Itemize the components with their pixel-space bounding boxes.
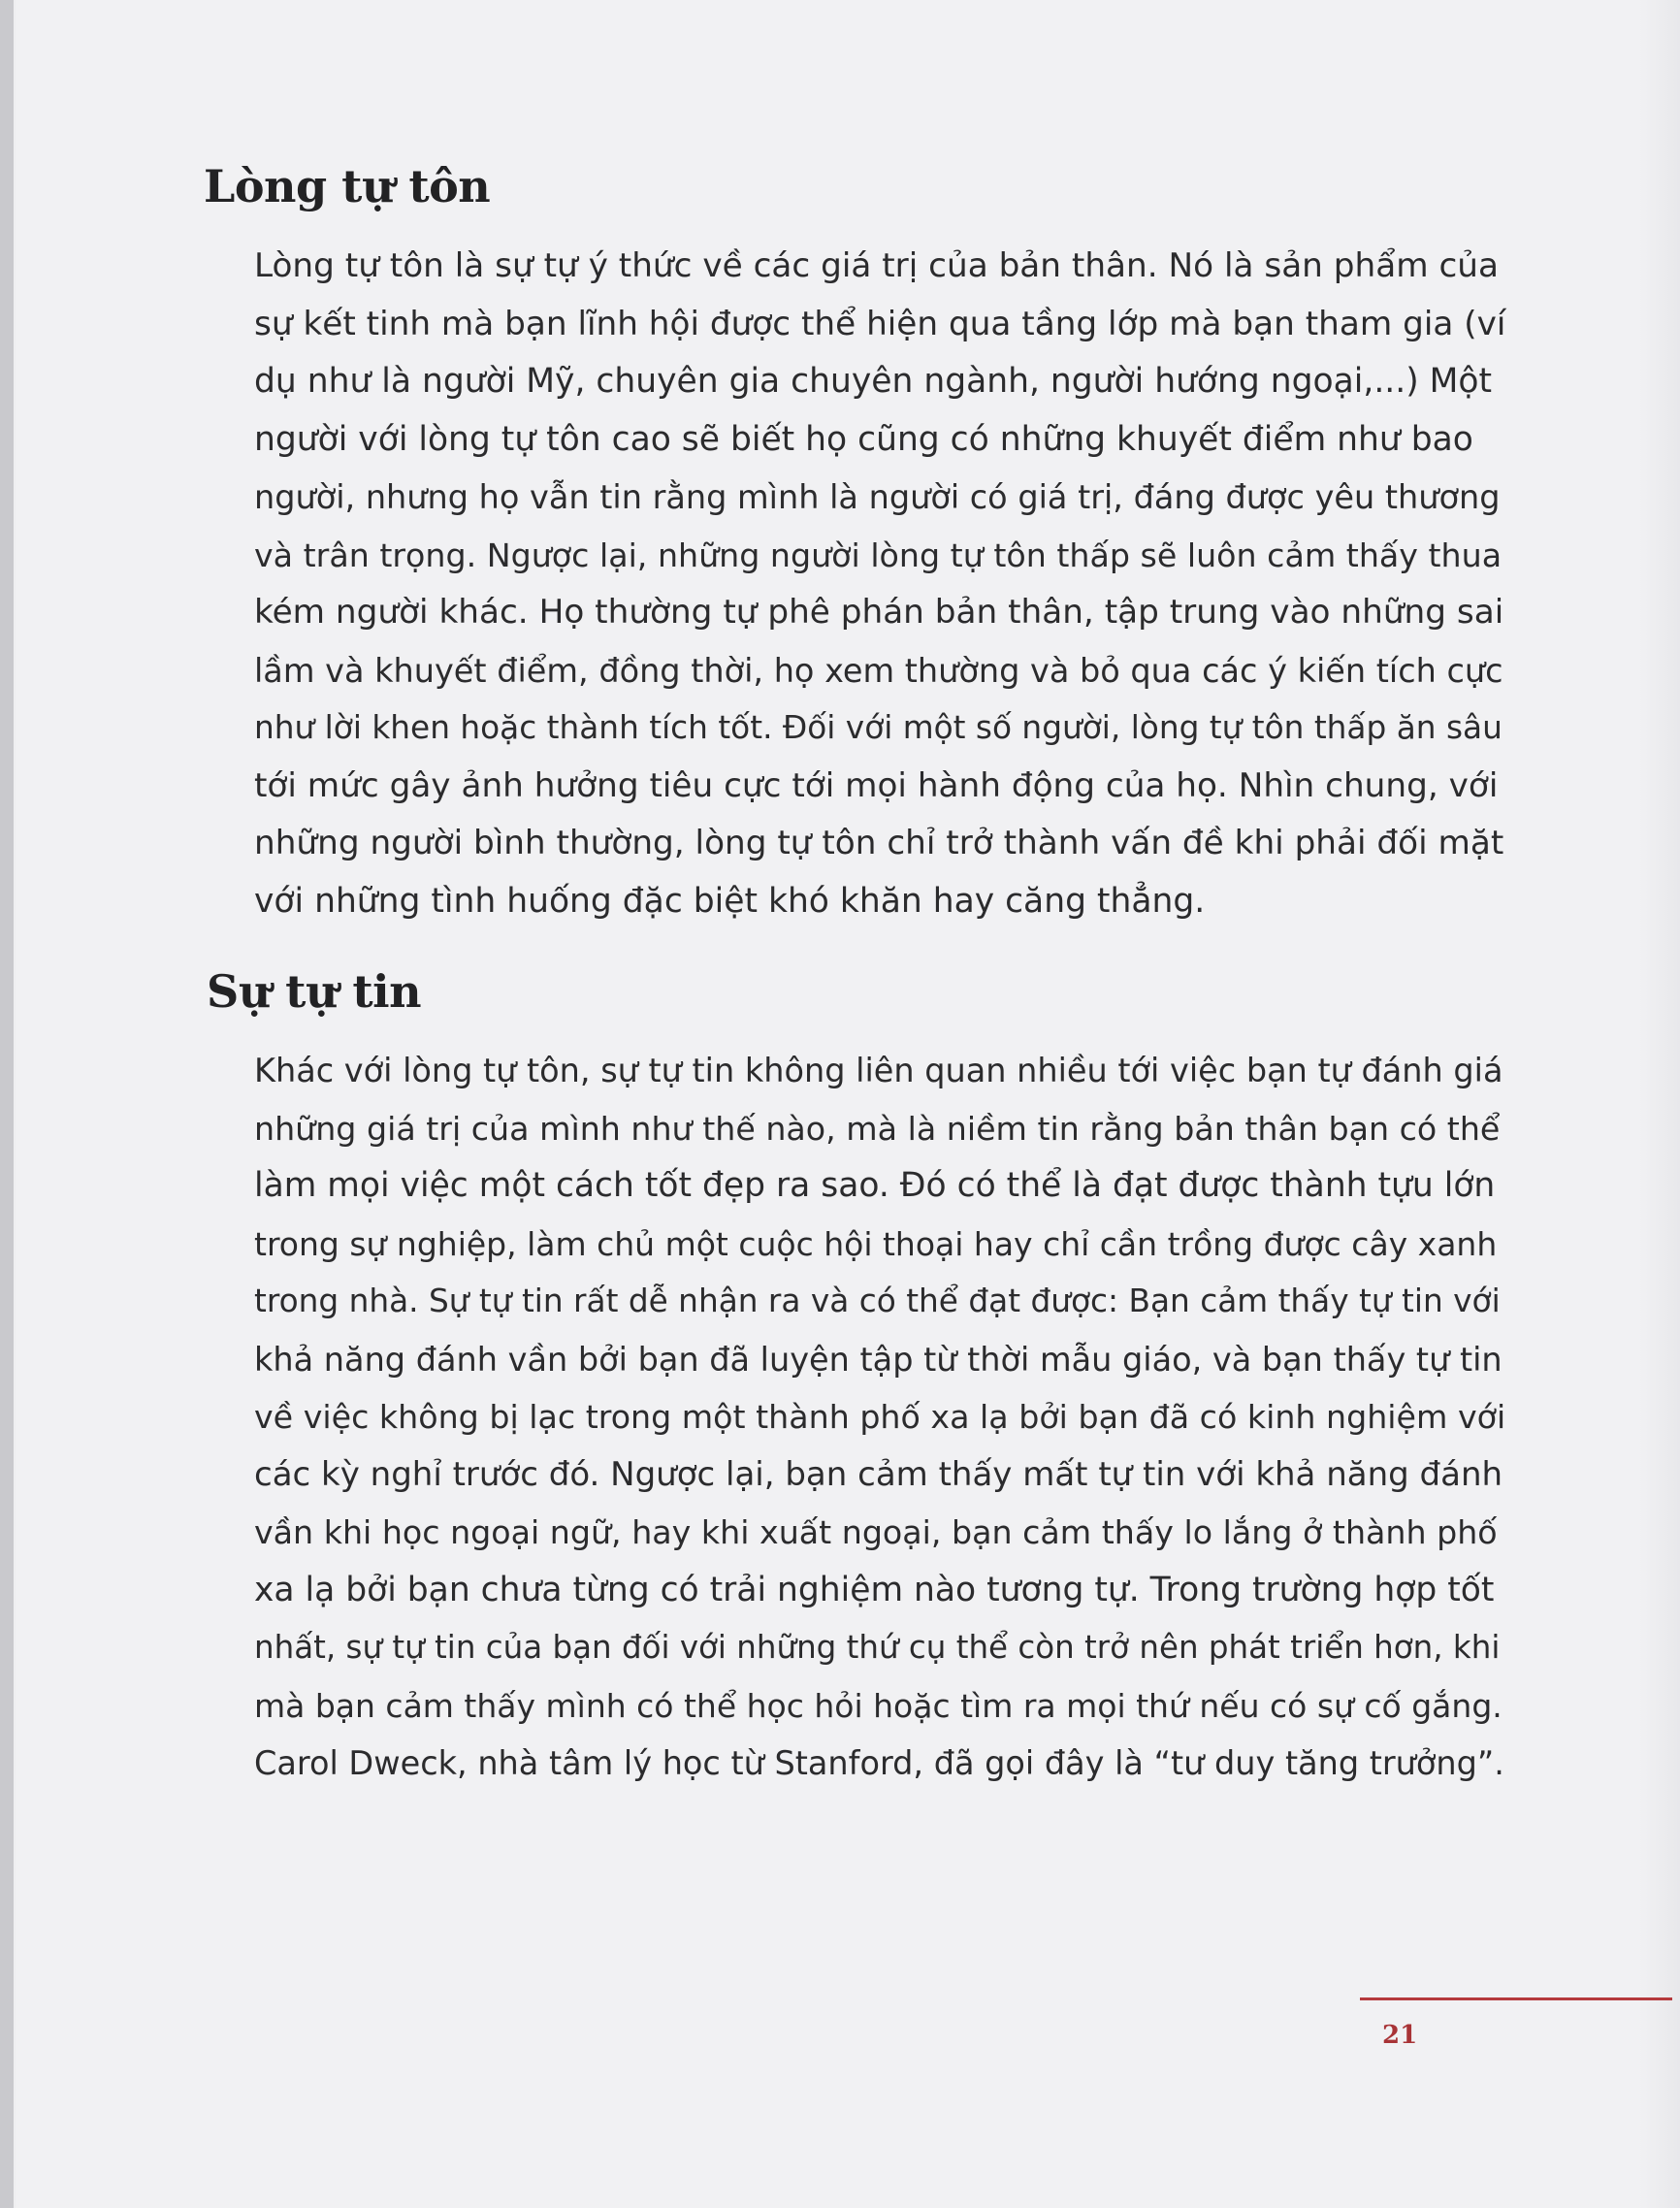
section-heading-long-tu-ton: Lòng tự tôn: [204, 160, 491, 212]
footer-rule: [1360, 1997, 1672, 2000]
paragraph-line: kém người khác. Họ thường tự phê phán bản thân, tập trung vào những sai: [254, 593, 1504, 632]
paragraph-line: mà bạn cảm thấy mình có thể học hỏi hoặc tìm ra mọi thứ nếu có sự cố gắng.: [254, 1686, 1502, 1725]
paragraph-line: Khác với lòng tự tôn, sự tự tin không liên quan nhiều tới việc bạn tự đánh giá: [254, 1052, 1503, 1089]
paragraph-line: người với lòng tự tôn cao sẽ biết họ cũng có những khuyết điểm như bao: [254, 419, 1473, 459]
paragraph-line: lầm và khuyết điểm, đồng thời, họ xem thường và bỏ qua các ý kiến tích cực: [254, 651, 1503, 690]
section-paragraph-long-tu-ton: [254, 238, 1505, 930]
paragraph-line: như lời khen hoặc thành tích tốt. Đối với một số người, lòng tự tôn thấp ăn sâu: [254, 709, 1502, 746]
page-number: 21: [1382, 2021, 1418, 2050]
paragraph-line: về việc không bị lạc trong một thành phố xa lạ bởi bạn đã có kinh nghiệm với: [254, 1398, 1506, 1436]
paragraph-line: và trân trọng. Ngược lại, những người lòng tự tôn thấp sẽ luôn cảm thấy thua: [254, 536, 1502, 574]
paragraph-line: trong nhà. Sự tự tin rất dễ nhận ra và có thể đạt được: Bạn cảm thấy tự tin với: [254, 1283, 1501, 1319]
paragraph-line: những giá trị của mình như thế nào, mà là niềm tin rằng bản thân bạn có thể: [254, 1109, 1501, 1148]
paragraph-line: tới mức gây ảnh hưởng tiêu cực tới mọi hành động của họ. Nhìn chung, với: [254, 765, 1499, 805]
paragraph-line: xa lạ bởi bạn chưa từng có trải nghiệm nào tương tự. Trong trường hợp tốt: [254, 1570, 1495, 1609]
paragraph-line: với những tình huống đặc biệt khó khăn hay căng thẳng.: [254, 881, 1206, 921]
section-heading-su-tu-tin: Sự tự tin: [207, 965, 422, 1018]
section-paragraph-su-tu-tin: [254, 1042, 1505, 1793]
paragraph-line: vần khi học ngoại ngữ, hay khi xuất ngoại, bạn cảm thấy lo lắng ở thành phố: [254, 1513, 1498, 1551]
paragraph-line: khả năng đánh vần bởi bạn đã luyện tập từ thời mẫu giáo, và bạn thấy tự tin: [254, 1340, 1502, 1379]
paragraph-line: Lòng tự tôn là sự tự ý thức về các giá trị của bản thân. Nó là sản phẩm của: [254, 246, 1499, 285]
paragraph-line: làm mọi việc một cách tốt đẹp ra sao. Đó có thể là đạt được thành tựu lớn: [254, 1166, 1496, 1205]
paragraph-line: người, nhưng họ vẫn tin rằng mình là người có giá trị, đáng được yêu thương: [254, 478, 1501, 516]
paragraph-line: trong sự nghiệp, làm chủ một cuộc hội thoại hay chỉ cần trồng được cây xanh: [254, 1224, 1498, 1263]
paragraph-line: các kỳ nghỉ trước đó. Ngược lại, bạn cảm thấy mất tự tin với khả năng đánh: [254, 1454, 1503, 1494]
paragraph-line: Carol Dweck, nhà tâm lý học từ Stanford, đã gọi đây là “tư duy tăng trưởng”.: [254, 1744, 1504, 1782]
paragraph-line: nhất, sự tự tin của bạn đối với những thứ cụ thể còn trở nên phát triển hơn, khi: [254, 1629, 1501, 1666]
paragraph-line: dụ như là người Mỹ, chuyên gia chuyên ngành, người hướng ngoại,...) Một: [254, 362, 1493, 401]
page-binding-shadow: [0, 0, 14, 2208]
paragraph-line: sự kết tinh mà bạn lĩnh hội được thể hiện qua tầng lớp mà bạn tham gia (ví: [254, 304, 1506, 343]
paragraph-line: những người bình thường, lòng tự tôn chỉ trở thành vấn đề khi phải đối mặt: [254, 824, 1504, 862]
